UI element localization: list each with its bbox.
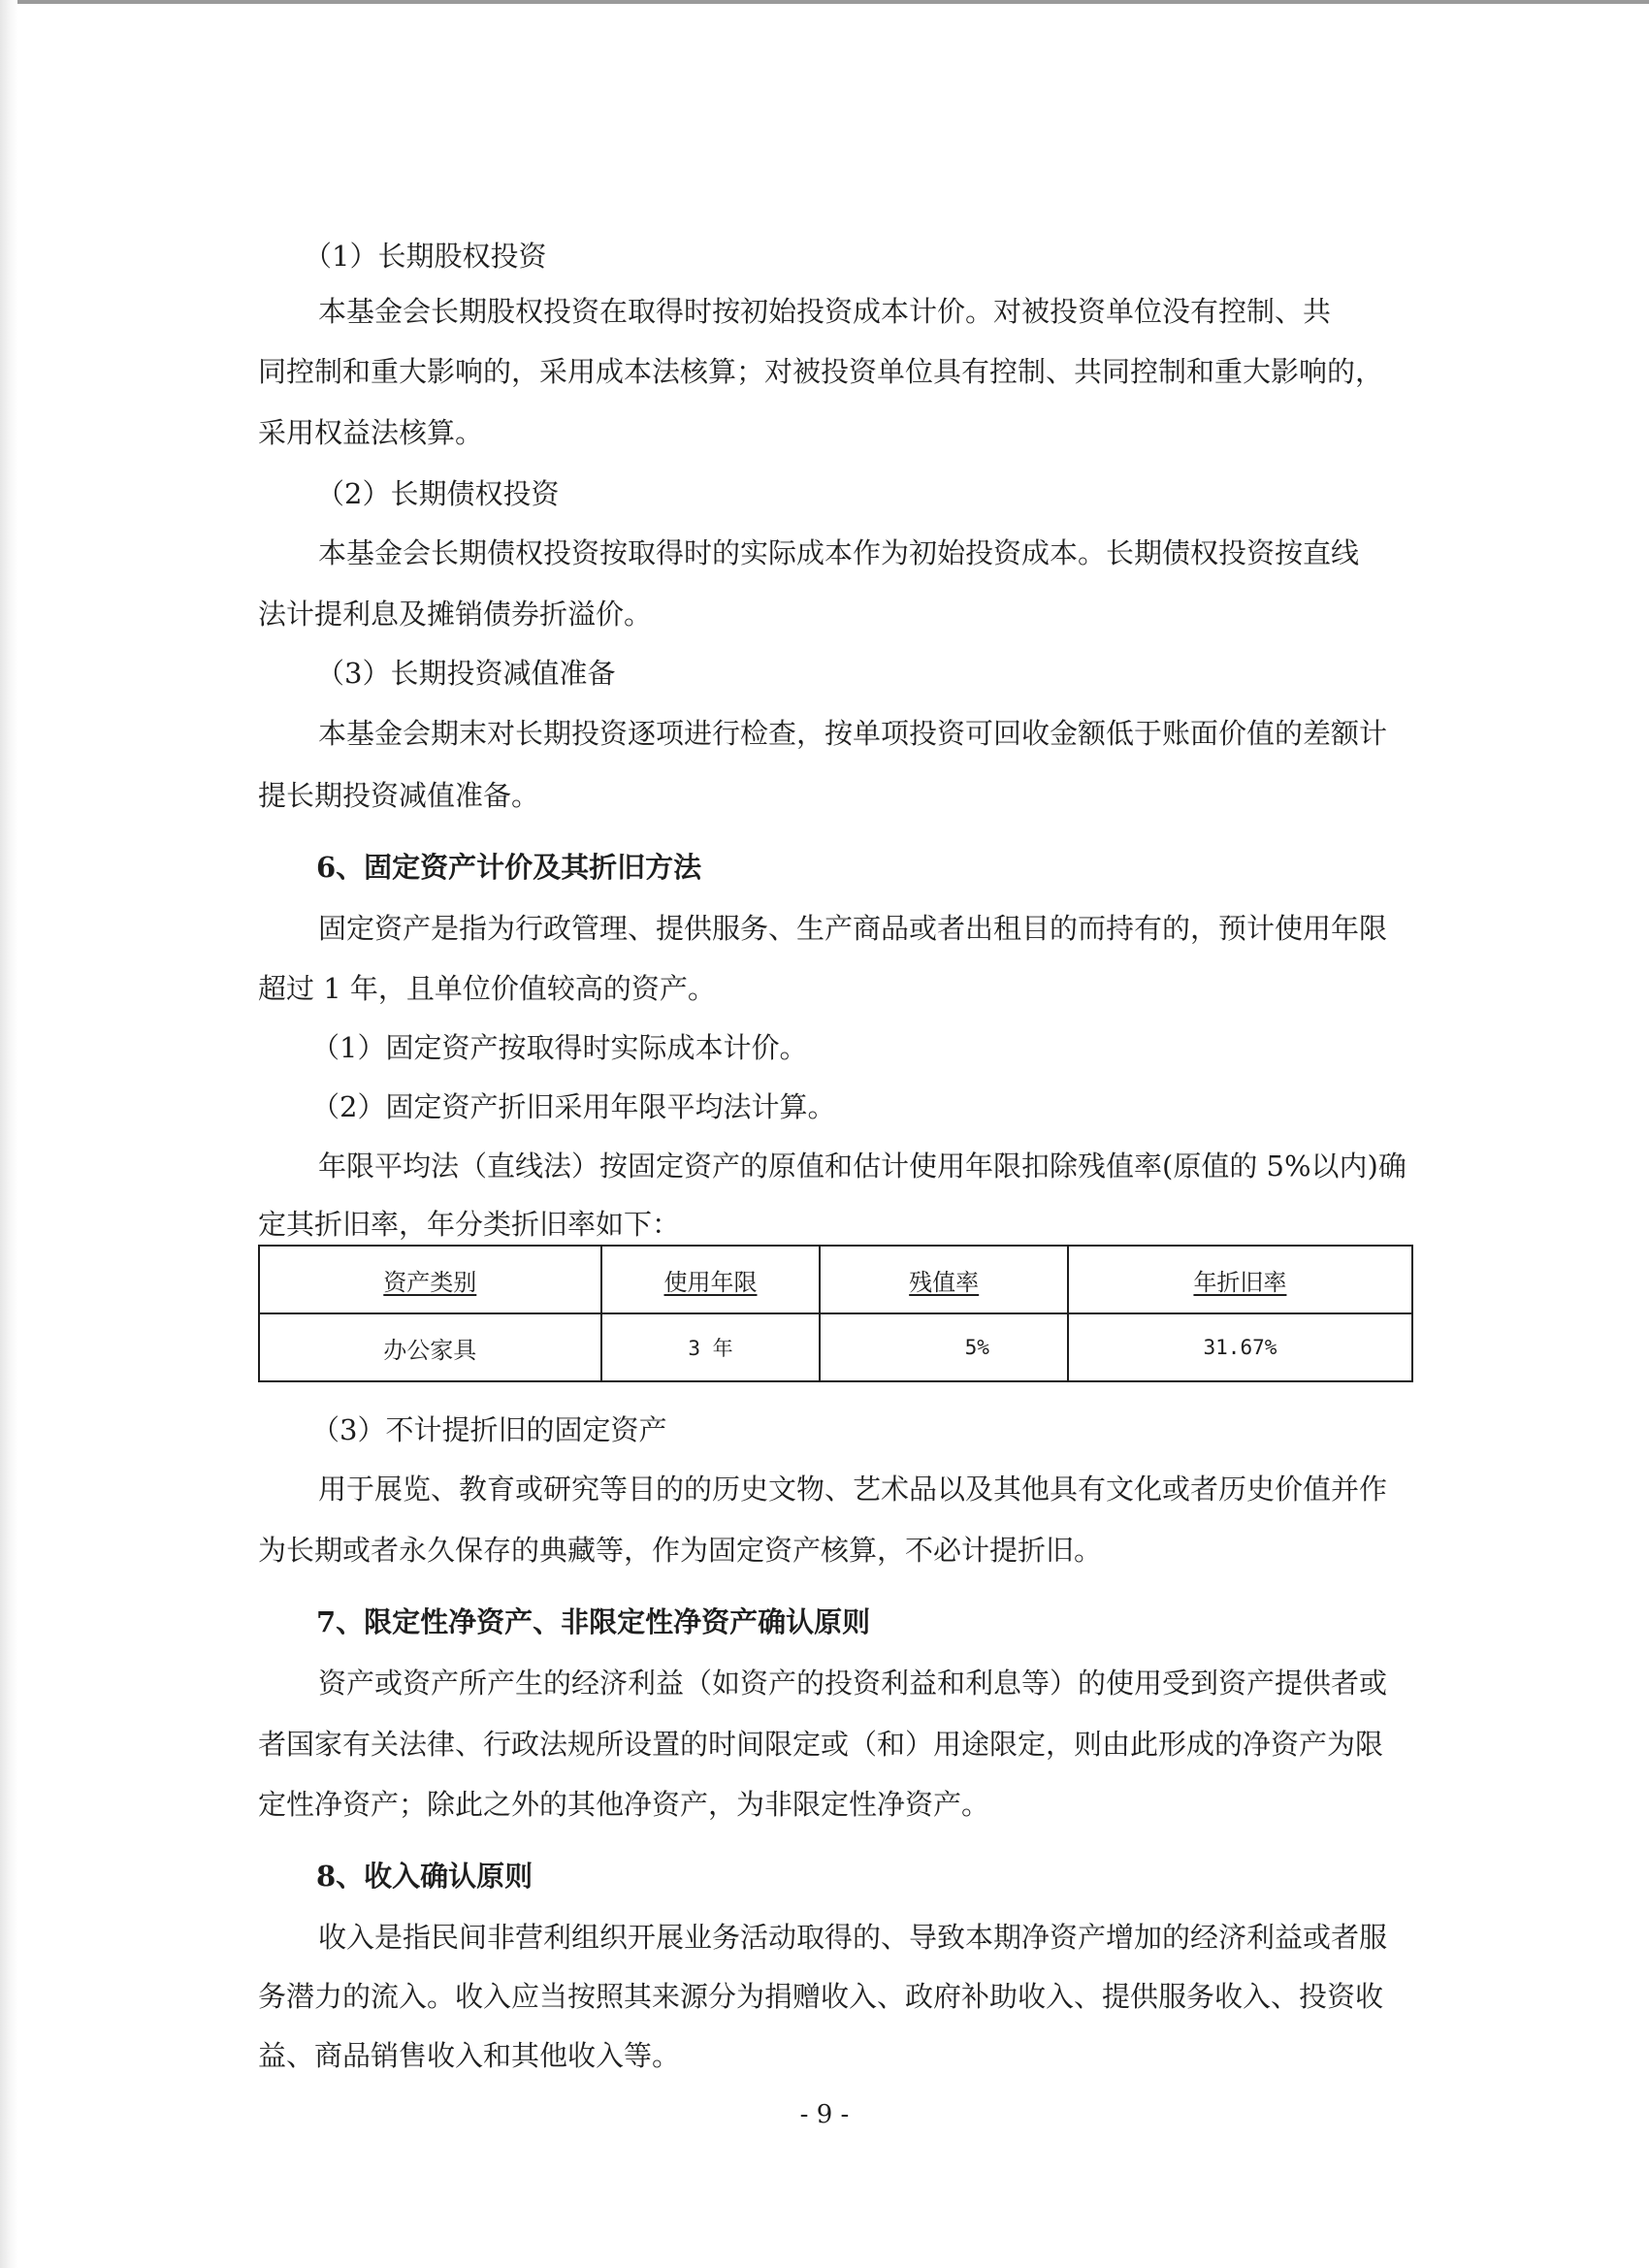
paragraph-line: 法计提利息及摊销债券折溢价。 <box>258 598 653 631</box>
section-8-title: 8、收入确认原则 <box>316 1860 534 1893</box>
paragraph-line: 定性净资产；除此之外的其他净资产，为非限定性净资产。 <box>258 1788 990 1821</box>
table-cell: 5% <box>820 1313 1067 1381</box>
paragraph-line: 益、商品销售收入和其他收入等。 <box>258 2039 681 2072</box>
table-header-cell: 残值率 <box>820 1246 1067 1313</box>
paragraph-line: 本基金会期末对长期投资逐项进行检查，按单项投资可回收金额低于账面价值的差额计 <box>318 717 1388 750</box>
table-row <box>259 1313 1412 1381</box>
table-cell: 办公家具 <box>259 1313 601 1381</box>
paragraph-line: 固定资产是指为行政管理、提供服务、生产商品或者出租目的而持有的，预计使用年限 <box>318 912 1388 945</box>
table-header-cell: 年折旧率 <box>1068 1246 1412 1313</box>
paragraph-line: 本基金会长期股权投资在取得时按初始投资成本计价。对被投资单位没有控制、共 <box>318 295 1332 328</box>
table-cell: 31.67% <box>1068 1313 1412 1381</box>
table-cell: 3 年 <box>601 1313 821 1381</box>
scan-top-edge <box>0 0 1649 4</box>
section-6-title: 6、固定资产计价及其折旧方法 <box>316 851 702 884</box>
paragraph-line: 用于展览、教育或研究等目的的历史文物、艺术品以及其他具有文化或者历史价值并作 <box>318 1473 1388 1506</box>
table-header-row <box>259 1246 1412 1313</box>
subsection-non-depreciable-title: （3）不计提折旧的固定资产 <box>311 1413 667 1446</box>
section-7-title: 7、限定性净资产、非限定性净资产确认原则 <box>316 1605 871 1638</box>
paragraph-line: 者国家有关法律、行政法规所设置的时间限定或（和）用途限定，则由此形成的净资产为限 <box>258 1728 1384 1761</box>
subsection-long-term-debt-title: （2）长期债权投资 <box>316 477 560 510</box>
paragraph-line: 超过 1 年，且单位价值较高的资产。 <box>258 972 716 1005</box>
subsection-impairment-title: （3）长期投资减值准备 <box>316 657 616 690</box>
paragraph-line: 定其折旧率，年分类折旧率如下： <box>258 1208 681 1241</box>
paragraph-line: 收入是指民间非营利组织开展业务活动取得的、导致本期净资产增加的经济利益或者服 <box>318 1921 1388 1954</box>
paragraph-line: 本基金会长期债权投资按取得时的实际成本作为初始投资成本。长期债权投资按直线 <box>318 536 1360 569</box>
subsection-long-term-equity-title: （1）长期股权投资 <box>304 240 547 273</box>
paragraph-line: 为长期或者永久保存的典藏等，作为固定资产核算，不必计提折旧。 <box>258 1534 1103 1567</box>
paragraph-line: （1）固定资产按取得时实际成本计价。 <box>311 1031 808 1064</box>
page-number: - 9 - <box>799 2100 850 2129</box>
paragraph-line: 务潜力的流入。收入应当按照其来源分为捐赠收入、政府补助收入、提供服务收入、投资收 <box>258 1980 1384 2013</box>
depreciation-rate-table <box>258 1245 1413 1382</box>
scan-left-edge <box>0 0 17 2268</box>
paragraph-line: 采用权益法核算。 <box>258 416 484 449</box>
paragraph-line: （2）固定资产折旧采用年限平均法计算。 <box>311 1090 836 1123</box>
paragraph-line: 年限平均法（直线法）按固定资产的原值和估计使用年限扣除残值率(原值的 5%以内)确 <box>318 1150 1406 1183</box>
paragraph-line: 提长期投资减值准备。 <box>258 779 540 812</box>
table-header-cell: 使用年限 <box>601 1246 821 1313</box>
table-header-cell: 资产类别 <box>259 1246 601 1313</box>
paragraph-line: 资产或资产所产生的经济利益（如资产的投资利益和利息等）的使用受到资产提供者或 <box>318 1667 1388 1700</box>
paragraph-line: 同控制和重大影响的，采用成本法核算；对被投资单位具有控制、共同控制和重大影响的， <box>258 355 1384 388</box>
